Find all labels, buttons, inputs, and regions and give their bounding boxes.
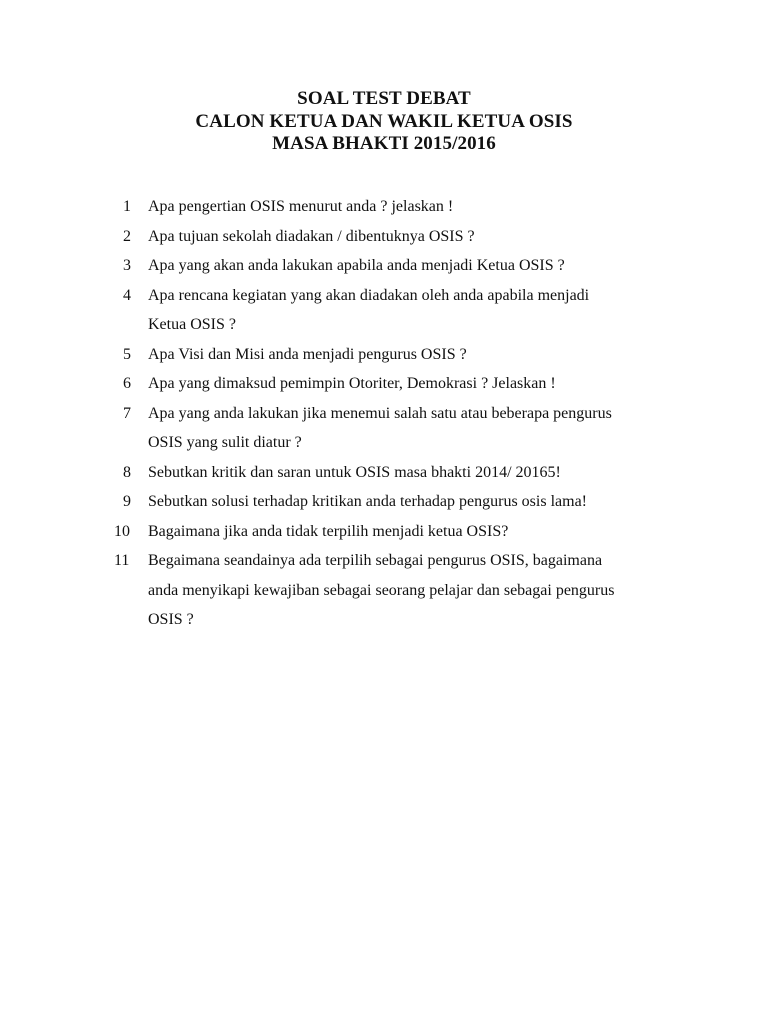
question-number: 1 [123, 198, 131, 215]
question-text: Sebutkan kritik dan saran untuk OSIS masa bhakti 2014/ 20165! [148, 463, 561, 481]
question-text: Apa yang anda lakukan jika menemui salah satu atau beberapa pengurus [148, 404, 612, 422]
title-line-1: SOAL TEST DEBAT [297, 88, 471, 109]
question-text: Apa Visi dan Misi anda menjadi pengurus OSIS ? [148, 345, 467, 363]
question-text: Apa tujuan sekolah diadakan / dibentuknya OSIS ? [148, 227, 475, 245]
question-number: 10 [114, 522, 130, 540]
question-item-4 [0, 281, 768, 340]
question-text-continued: OSIS ? [148, 611, 194, 628]
question-number: 9 [123, 493, 131, 510]
question-text-continued: Ketua OSIS ? [148, 316, 236, 333]
question-item-1 [0, 192, 768, 222]
question-number: 5 [123, 345, 131, 363]
question-text: Apa yang akan anda lakukan apabila anda menjadi Ketua OSIS ? [148, 257, 565, 274]
question-number: 11 [114, 552, 130, 569]
question-item-9 [0, 487, 768, 517]
title-line-3: MASA BHAKTI 2015/2016 [272, 133, 496, 154]
title-line-2: CALON KETUA DAN WAKIL KETUA OSIS [195, 110, 573, 132]
document-title [0, 88, 768, 156]
question-item-7 [0, 399, 768, 458]
question-text-continued: anda menyikapi kewajiban sebagai seorang pelajar dan sebagai pengurus [148, 581, 615, 599]
question-number: 7 [123, 404, 131, 422]
question-text-continued: OSIS yang sulit diatur ? [148, 434, 302, 451]
question-number: 8 [123, 463, 131, 481]
question-text: Begaimana seandainya ada terpilih sebagai pengurus OSIS, bagaimana [148, 552, 603, 569]
question-number: 4 [123, 286, 131, 304]
question-item-3 [0, 251, 768, 281]
question-number: 3 [123, 257, 131, 274]
question-text: Bagaimana jika anda tidak terpilih menjadi ketua OSIS? [148, 522, 509, 540]
question-item-8 [0, 458, 768, 488]
question-text: Sebutkan solusi terhadap kritikan anda terhadap pengurus osis lama! [148, 493, 587, 510]
question-item-10 [0, 517, 768, 547]
question-item-11 [0, 546, 768, 635]
question-list [0, 192, 768, 635]
question-number: 6 [123, 375, 131, 392]
question-item-5 [0, 340, 768, 370]
question-text: Apa rencana kegiatan yang akan diadakan oleh anda apabila menjadi [148, 286, 590, 304]
question-item-6 [0, 369, 768, 399]
question-number: 2 [123, 227, 131, 245]
question-text: Apa pengertian OSIS menurut anda ? jelaskan ! [148, 198, 454, 215]
question-item-2 [0, 222, 768, 252]
question-text: Apa yang dimaksud pemimpin Otoriter, Demokrasi ? Jelaskan ! [148, 375, 556, 392]
